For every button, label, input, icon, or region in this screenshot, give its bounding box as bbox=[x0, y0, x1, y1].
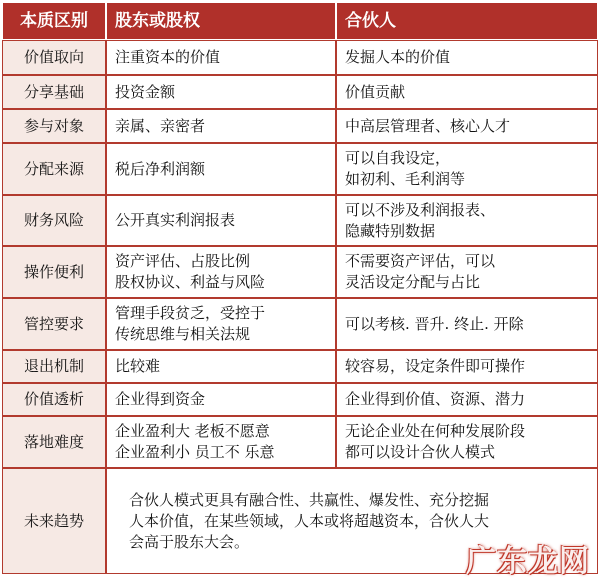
comparison-table bbox=[2, 2, 598, 574]
watermark-logo: 广东龙网 bbox=[466, 544, 590, 579]
row-key: 财务风险 bbox=[2, 195, 106, 246]
row-shareholder-cell: 注重资本的价值 bbox=[106, 40, 336, 75]
table-row bbox=[2, 109, 598, 143]
row-key: 管控要求 bbox=[2, 298, 106, 350]
table-row bbox=[2, 298, 598, 350]
row-key: 价值取向 bbox=[2, 40, 106, 75]
row-key: 分享基础 bbox=[2, 75, 106, 109]
row-key: 退出机制 bbox=[2, 350, 106, 383]
table-row bbox=[2, 416, 598, 468]
row-partner-cell: 可以不涉及利润报表、 隐藏特别数据 bbox=[336, 195, 598, 246]
table-row bbox=[2, 143, 598, 195]
row-shareholder-cell: 企业盈利大 老板不愿意 企业盈利小 员工不 乐意 bbox=[106, 416, 336, 468]
row-partner-cell: 可以自我设定， 如初利、毛利润等 bbox=[336, 143, 598, 195]
header-partner: 合伙人 bbox=[336, 2, 598, 40]
row-key: 操作便利 bbox=[2, 246, 106, 298]
table-row bbox=[2, 195, 598, 246]
header-row bbox=[2, 2, 598, 40]
row-partner-cell: 可以考核. 晋升. 终止. 开除 bbox=[336, 298, 598, 350]
header-essential-difference: 本质区别 bbox=[2, 2, 106, 40]
row-key: 价值透析 bbox=[2, 383, 106, 416]
row-shareholder-cell: 公开真实利润报表 bbox=[106, 195, 336, 246]
row-partner-cell: 无论企业处在何种发展阶段 都可以设计合伙人模式 bbox=[336, 416, 598, 468]
table-row bbox=[2, 246, 598, 298]
row-shareholder-cell: 管理手段贫乏，受控于 传统思维与相关法规 bbox=[106, 298, 336, 350]
header-shareholder-equity: 股东或股权 bbox=[106, 2, 336, 40]
table-row bbox=[2, 350, 598, 383]
row-partner-cell: 价值贡献 bbox=[336, 75, 598, 109]
row-partner-cell: 中高层管理者、核心人才 bbox=[336, 109, 598, 143]
row-partner-cell: 发掘人本的价值 bbox=[336, 40, 598, 75]
row-key: 分配来源 bbox=[2, 143, 106, 195]
row-shareholder-cell: 比较难 bbox=[106, 350, 336, 383]
row-key: 落地难度 bbox=[2, 416, 106, 468]
row-shareholder-cell: 资产评估、占股比例 股权协议、利益与风险 bbox=[106, 246, 336, 298]
row-shareholder-cell: 企业得到资金 bbox=[106, 383, 336, 416]
row-partner-cell: 不需要资产评估，可以 灵活设定分配与占比 bbox=[336, 246, 598, 298]
table-row bbox=[2, 40, 598, 75]
table-row bbox=[2, 383, 598, 416]
row-partner-cell: 企业得到价值、资源、潜力 bbox=[336, 383, 598, 416]
row-shareholder-cell: 税后净利润额 bbox=[106, 143, 336, 195]
row-partner-cell: 较容易，设定条件即可操作 bbox=[336, 350, 598, 383]
row-shareholder-cell: 投资金额 bbox=[106, 75, 336, 109]
row-key: 参与对象 bbox=[2, 109, 106, 143]
row-key: 未来趋势 bbox=[2, 468, 106, 574]
future-trend-cell: 合伙人模式更具有融合性、共赢性、爆发性、充分挖掘 人本价值，在某些领域，人本或将超越资本，合伙人大 会高于股东大会。 bbox=[106, 468, 598, 574]
table-row bbox=[2, 75, 598, 109]
row-shareholder-cell: 亲属、亲密者 bbox=[106, 109, 336, 143]
